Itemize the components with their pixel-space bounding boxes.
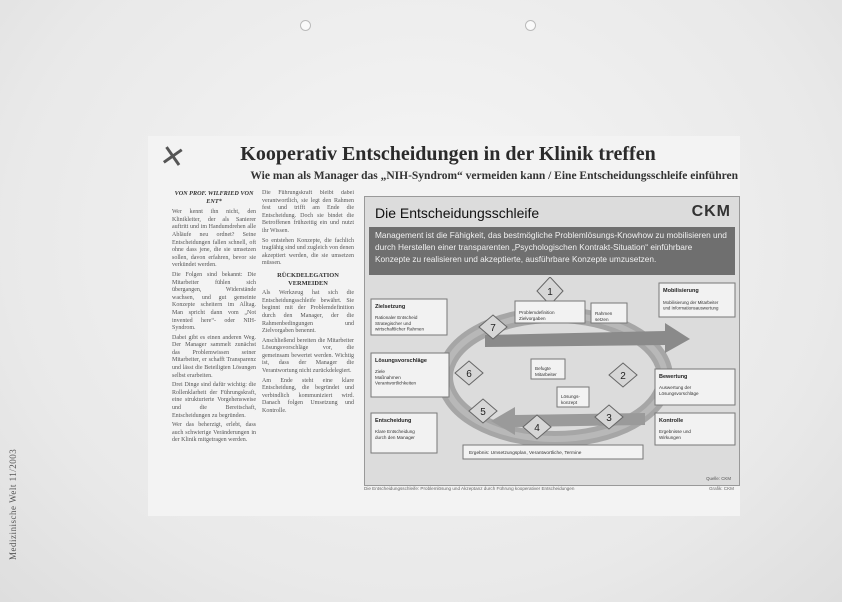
text-column-1 — [172, 190, 256, 502]
box-right2-title: Bewertung — [659, 374, 688, 380]
decision-loop-figure — [364, 196, 740, 486]
step-label-7: 7 — [490, 323, 496, 334]
box-right-mobilisierung — [659, 283, 735, 317]
box-center-b-text: Lösungs-konzept — [561, 394, 580, 405]
paragraph: Am Ende steht eine klare Entscheidung, die begründet und verbindlich kommuniziert wird. Danach folgen Umsetzung und Kontrolle. — [262, 377, 354, 415]
box-mid-left-body: Ziele Maßnahmen Verantwortlichkeiten — [375, 369, 417, 386]
box-bottom-left-title: Entscheidung — [375, 418, 412, 424]
paragraph: Anschließend bereiten die Mitarbeiter Lösungsvorschläge vor, die gemeinsam bewertet werden. Wichtig ist, dass der Manager die Verantwortung nicht zurückdelegiert. — [262, 337, 354, 375]
step-label-2: 2 — [620, 371, 626, 382]
step-label-4: 4 — [534, 423, 540, 434]
figure-caption — [364, 486, 740, 491]
company-logo: CKM — [691, 203, 731, 220]
box-right2-body: Auswertung der Lösungsvorschläge — [659, 385, 699, 396]
box-top-center-text: Problemdefinition Zielvorgaben — [519, 310, 555, 321]
byline: VON PROF. WILFRIED VON ENT* — [174, 190, 254, 205]
paragraph: Dabei gibt es einen anderen Weg. Der Manager sammelt zunächst das Problemwissen seiner Mitarbeiter, er schafft Transparenz und lässt die Beteiligten Lösungen selbst erarbeiten. — [172, 334, 256, 379]
box-right-bewertung — [655, 369, 735, 405]
paragraph: Drei Dinge sind dafür wichtig: die Rollenklarheit der Führungskraft, eine strukturierte Vorgehensweise und die Bereitschaft, Entscheidungen zu begründen. — [172, 382, 256, 419]
box-top-center — [515, 301, 585, 323]
box-center-a-text: Befugte Mitarbeiter — [535, 366, 557, 377]
paragraph: Wer das beherzigt, erlebt, dass auch schwierige Veränderungen in der Klinik mitgetragen werden. — [172, 422, 256, 444]
box-right-body: Mobilisierung der Mitarbeiter und Informationsauswertung — [663, 300, 719, 311]
margin-note: Medizinische Welt 11/2003 — [8, 448, 18, 560]
box-top-right-small-text: Rahmen setzen — [595, 311, 613, 322]
section-subhead: RÜCKDELEGATION VERMEIDEN — [277, 271, 339, 287]
caption-right: Grafik: CKM — [708, 486, 734, 491]
paragraph: Wer kennt ihn nicht, den Klinikleiter, der als Sanierer auftritt und im Handumdrehen alle Abläufe neu ordnet? Seine Entscheidungen fallen schnell, oft ohne dass jene, die sie umsetzen sollen, davon erfahren, bevor sie verkündet werden. — [172, 209, 256, 269]
paragraph: So entstehen Konzepte, die fachlich tragfähig sind und zugleich von denen akzeptiert werden, die sie umsetzen müssen. — [262, 237, 354, 267]
step-label-6: 6 — [466, 369, 472, 380]
pen-cross-mark-icon: ✕ — [157, 138, 188, 177]
box-top-right-small — [591, 303, 627, 323]
step-label-3: 3 — [606, 413, 612, 424]
decision-loop-diagram — [365, 277, 740, 486]
figure-source: Quelle: CKM — [706, 476, 731, 481]
box-top-left-body: Rationaler Entscheid Strategischer und wirtschaftlicher Rahmen — [375, 315, 425, 332]
subheadline: Wie man als Manager das „NIH-Syndrom“ vermeiden kann / Eine Entscheidungsschleife einführen — [250, 170, 738, 182]
box-bottom-bar — [463, 445, 643, 459]
paragraph: Als Werkzeug hat sich die Entscheidungsschleife bewährt. Sie beginnt mit der Problemdefinition durch den Manager, der die Rahmenbedingungen und Zielvorgaben benennt. — [262, 290, 354, 335]
box-top-left-title: Zielsetzung — [375, 304, 406, 310]
caption-left: Die Entscheidungsschleife: Problemlösung und Akzeptanz durch Führung kooperativer Entscheidungen — [364, 486, 575, 491]
paragraph: Die Folgen sind bekannt: Die Mitarbeiter fühlen sich übergangen, Widerstände wachsen, und gut gemeinte Konzepte scheitern im Alltag. Man spricht dann vom „Not invented here“- oder NIH-Syndrom. — [172, 271, 256, 332]
box-mid-left-title: Lösungsvorschläge — [375, 358, 427, 364]
box-center-a — [531, 359, 565, 379]
text-column-2 — [262, 190, 354, 502]
figure-banner: Management ist die Fähigkeit, das bestmögliche Problemlösungs-Knowhow zu mobilisieren und durch Herstellen einer transparenten „Psychologischen Kontrakt-Situation“ einführbare Konzepte zu realisieren und akzeptierte, ausführbare Konzepte umzusetzen. — [369, 227, 735, 275]
paragraph: Die Führungskraft bleibt dabei verantwortlich, sie legt den Rahmen fest und trifft am Ende die Entscheidung. Doch sie bindet die Betroffenen frühzeitig ein und nutzt ihr Wissen. — [262, 190, 354, 234]
step-label-5: 5 — [480, 407, 486, 418]
punch-hole-left — [300, 20, 311, 31]
box-center-b — [557, 387, 589, 407]
box-bottom-left-body: Klare Entscheidung durch den Manager — [375, 429, 415, 440]
figure-title: Die Entscheidungsschleife — [375, 205, 540, 221]
box-right3-title: Kontrolle — [659, 418, 684, 424]
step-label-1: 1 — [547, 287, 553, 298]
box-bottom-left — [371, 413, 437, 453]
box-right-kontrolle — [655, 413, 735, 445]
box-mid-left — [371, 353, 449, 397]
box-bottom-bar-text: Ergebnis: Umsetzungsplan, Verantwortliche, Termine — [469, 451, 582, 456]
box-top-left — [371, 299, 447, 335]
box-right-title: Mobilisierung — [663, 288, 699, 294]
box-right3-body: Ergebnisse und Wirkungen — [659, 429, 691, 440]
headline: Kooperativ Entscheidungen in der Klinik treffen — [240, 143, 656, 165]
punch-hole-right — [525, 20, 536, 31]
